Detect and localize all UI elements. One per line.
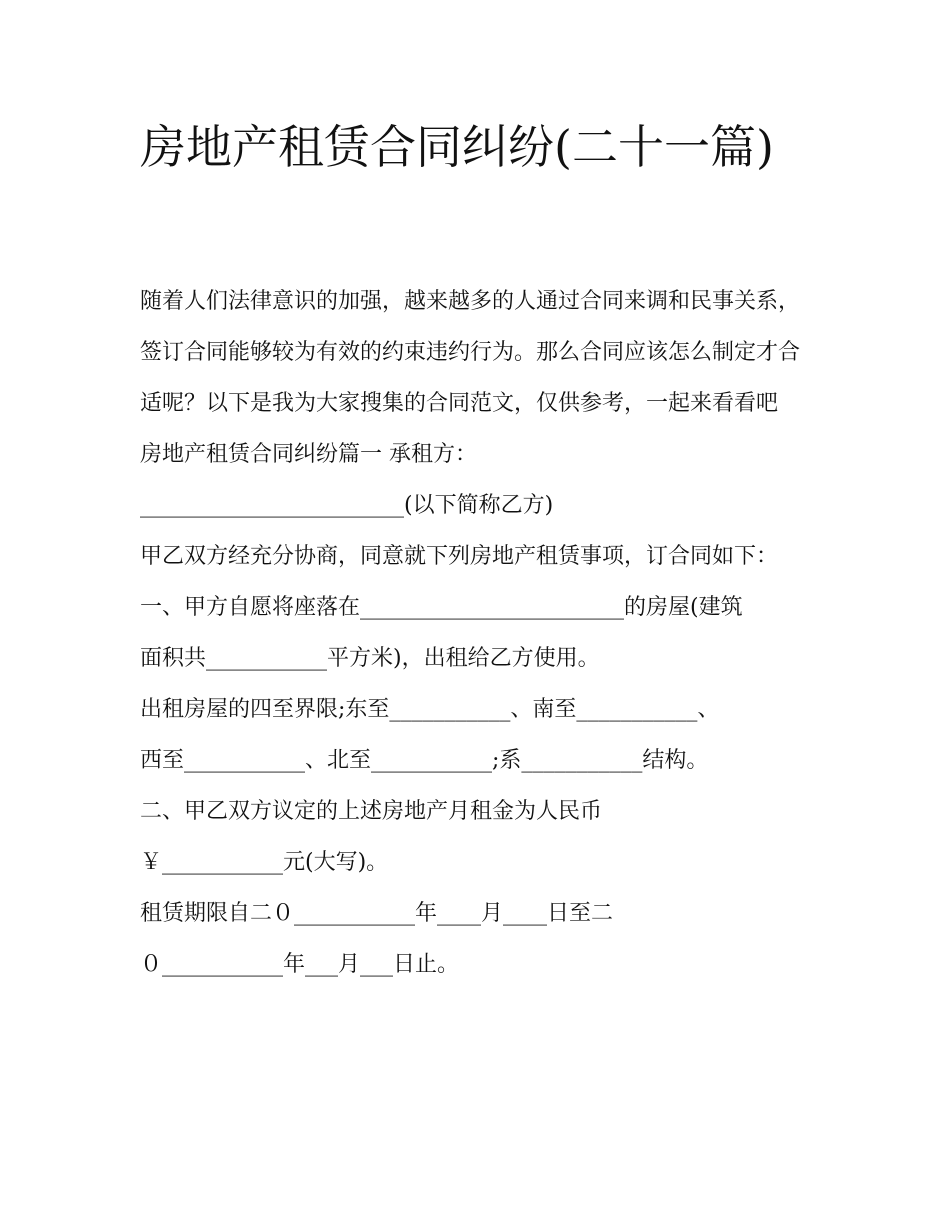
tenant-line: ________________________(以下简称乙方) (140, 493, 554, 518)
agreement-paragraph: 甲乙双方经充分协商，同意就下列房地产租赁事项，订合同如下： (140, 544, 779, 569)
clause1-line2: 面积共___________平方米)，出租给乙方使用。 (140, 646, 600, 671)
boundary-line1: 出租房屋的四至界限;东至___________、南至___________、 (140, 697, 720, 722)
intro-paragraph: 随着人们法律意识的加强，越来越多的人通过合同来调和民事关系，签订合同能够较为有效的约束违约行为。那么合同应该怎么制定才合适呢？以下是我为大家搜集的合同范文，仅供参考，一起来看看吧 (140, 289, 801, 416)
document-body (140, 276, 820, 990)
page-title: 房地产租赁合同纠纷(二十一篇) (140, 120, 774, 174)
section-heading: 房地产租赁合同纠纷篇一 承租方： (140, 442, 477, 467)
clause2-line1: 二、甲乙双方议定的上述房地产月租金为人民币 (140, 799, 603, 824)
clause2-line2: ￥___________元(大写)。 (140, 850, 389, 875)
clause1-line1: 一、甲方自愿将座落在________________________的房屋(建筑 (140, 595, 743, 620)
term-line1: 租赁期限自二０___________年____月____日至二 (140, 901, 614, 926)
boundary-line2: 西至___________、北至___________;系___________结构。 (140, 748, 709, 773)
term-line2: ０___________年___月___日止。 (140, 952, 460, 977)
